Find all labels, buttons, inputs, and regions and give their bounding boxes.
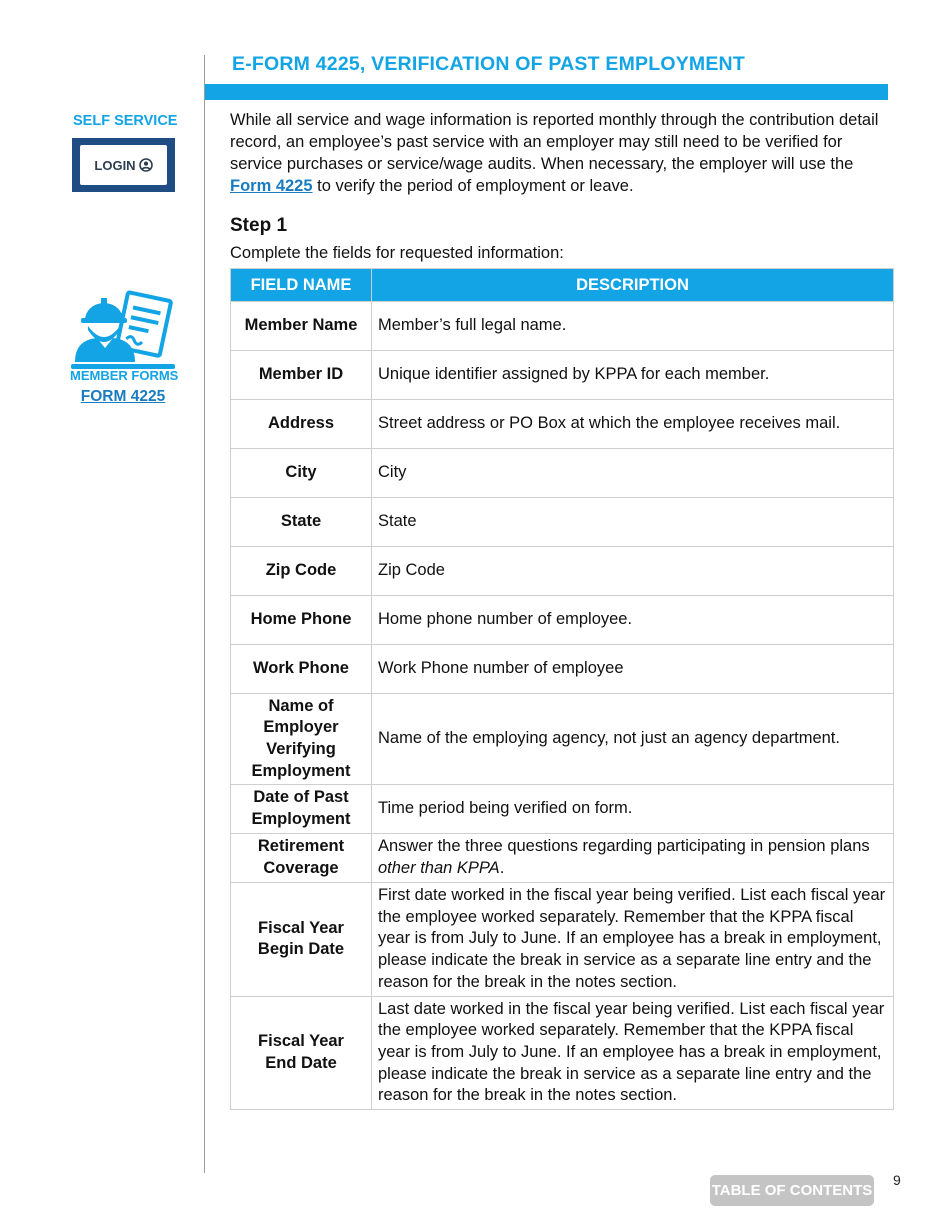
field-name-cell: Fiscal Year End Date xyxy=(231,996,372,1110)
field-name-cell: Fiscal Year Begin Date xyxy=(231,883,372,997)
description-cell xyxy=(372,834,894,883)
form-4225-inline-link[interactable]: Form 4225 xyxy=(230,177,313,195)
description-cell: Street address or PO Box at which the employee receives mail. xyxy=(372,400,894,449)
intro-text-after: to verify the period of employment or leave. xyxy=(312,177,634,195)
description-cell: State xyxy=(372,498,894,547)
login-button-frame xyxy=(72,138,175,192)
field-name-cell: City xyxy=(231,449,372,498)
page-title: E-FORM 4225, VERIFICATION OF PAST EMPLOYMENT xyxy=(232,53,745,75)
field-name-cell: State xyxy=(231,498,372,547)
member-forms-label: MEMBER FORMS xyxy=(70,368,179,383)
table-row xyxy=(231,996,894,1110)
column-header-description: DESCRIPTION xyxy=(372,269,894,302)
table-row xyxy=(231,400,894,449)
step-heading: Step 1 xyxy=(230,215,288,236)
step-instruction: Complete the fields for requested information: xyxy=(230,244,564,262)
field-name-cell: Address xyxy=(231,400,372,449)
table-row xyxy=(231,785,894,834)
sidebar-divider xyxy=(204,55,205,1173)
description-cell: City xyxy=(372,449,894,498)
intro-paragraph xyxy=(230,109,890,197)
field-name-cell: Name of Employer Verifying Employment xyxy=(231,694,372,785)
login-button-label: LOGIN xyxy=(94,157,136,173)
description-cell: Home phone number of employee. xyxy=(372,596,894,645)
table-row xyxy=(231,547,894,596)
table-row xyxy=(231,645,894,694)
member-forms-icon xyxy=(71,290,175,370)
table-row xyxy=(231,834,894,883)
form-4225-sidebar-link[interactable]: FORM 4225 xyxy=(80,388,166,405)
user-icon xyxy=(139,158,153,172)
self-service-label: SELF SERVICE xyxy=(73,113,178,129)
description-cell: Last date worked in the fiscal year being verified. List each fiscal year the employee worked separately. Remember that the KPPA fiscal year is from July to June. If an employee has a break in employment, please indicate the break in service as a separate line entry and the reason for the break in the notes section. xyxy=(372,996,894,1110)
field-name-cell: Work Phone xyxy=(231,645,372,694)
description-cell: Time period being verified on form. xyxy=(372,785,894,834)
page-number: 9 xyxy=(893,1172,901,1188)
description-text-end: . xyxy=(499,859,505,877)
table-of-contents-button[interactable]: TABLE OF CONTENTS xyxy=(710,1175,874,1206)
table-row xyxy=(231,449,894,498)
table-row xyxy=(231,694,894,785)
description-cell: First date worked in the fiscal year being verified. List each fiscal year the employee worked separately. Remember that the KPPA fiscal year is from July to June. If an employee has a break in employment, please indicate the break in service as a separate line entry and the reason for the break in the notes section. xyxy=(372,883,894,997)
field-name-cell: Zip Code xyxy=(231,547,372,596)
table-row xyxy=(231,883,894,997)
description-text: Answer the three questions regarding participating in pension plans xyxy=(378,837,870,856)
description-cell: Name of the employing agency, not just an agency department. xyxy=(372,694,894,785)
column-header-field-name: FIELD NAME xyxy=(231,269,372,302)
table-row xyxy=(231,351,894,400)
description-cell: Member’s full legal name. xyxy=(372,302,894,351)
description-cell: Work Phone number of employee xyxy=(372,645,894,694)
intro-text-before: While all service and wage information is reported monthly through the contribution detail record, an employee’s past service with an employer may still need to be verified for service purchases or service/wage audits. When necessary, the employer will use the xyxy=(230,111,879,173)
title-underline-bar xyxy=(205,84,888,100)
login-button[interactable] xyxy=(80,145,167,185)
description-emphasis: other than KPPA xyxy=(378,859,500,877)
field-name-cell: Home Phone xyxy=(231,596,372,645)
field-name-cell: Member Name xyxy=(231,302,372,351)
table-row xyxy=(231,302,894,351)
fields-table xyxy=(230,268,894,1110)
field-name-cell: Member ID xyxy=(231,351,372,400)
table-row xyxy=(231,596,894,645)
table-header-row xyxy=(231,269,894,302)
field-name-cell: Retirement Coverage xyxy=(231,834,372,883)
description-cell: Unique identifier assigned by KPPA for each member. xyxy=(372,351,894,400)
field-name-cell: Date of Past Employment xyxy=(231,785,372,834)
table-row xyxy=(231,498,894,547)
description-cell: Zip Code xyxy=(372,547,894,596)
